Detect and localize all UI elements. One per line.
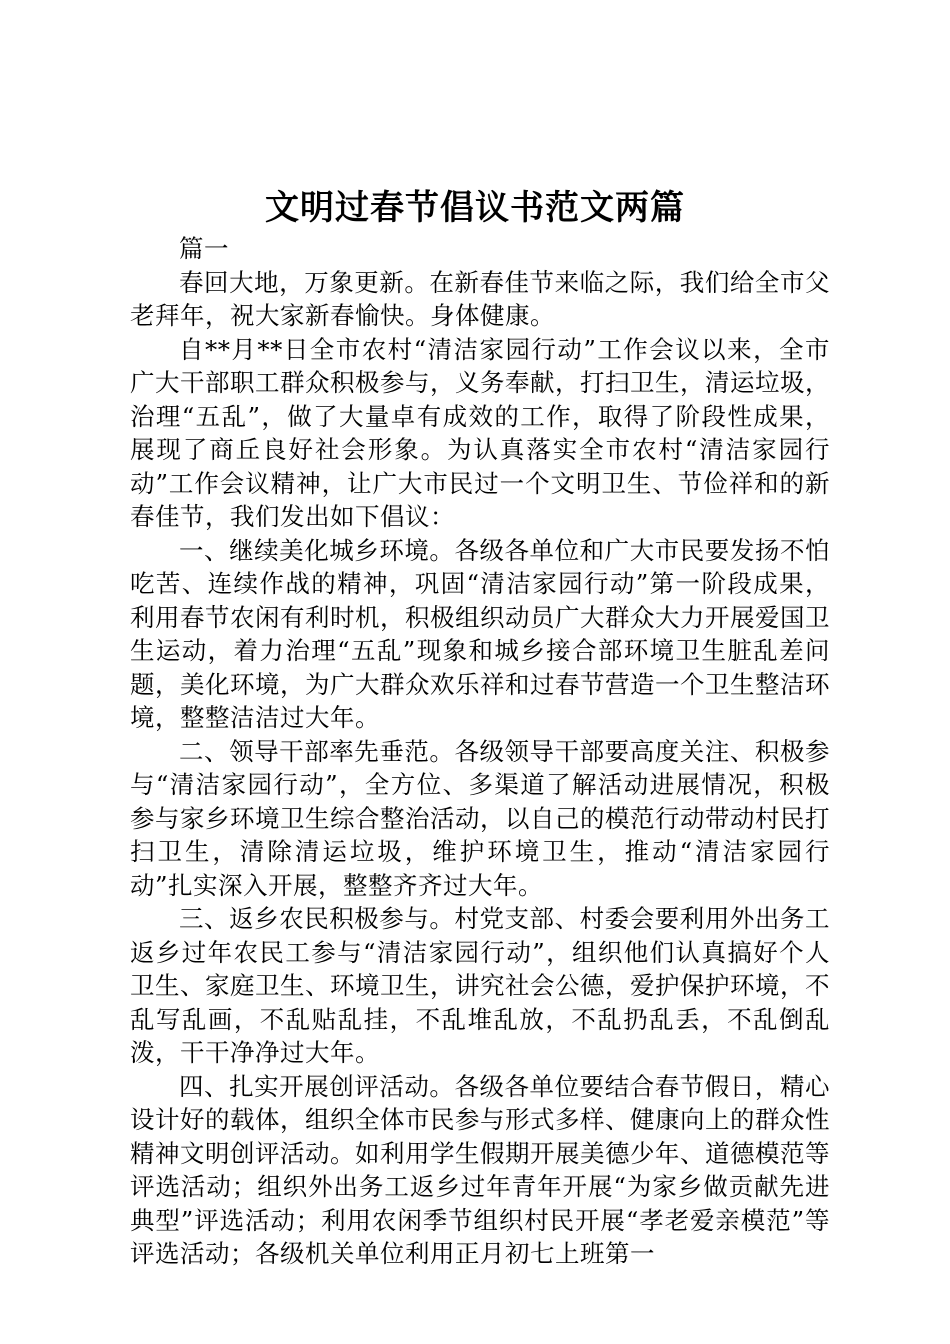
paragraph: 四、扎实开展创评活动。各级各单位要结合春节假日，精心设计好的载体，组织全体市民参与形式多样、健康向上的群众性精神文明创评活动。如利用学生假期开展美德少年、道德模范等评选活动；组织外出务工返乡过年青年开展“为家乡做贡献先进典型”评选活动；利用农闲季节组织村民开展“孝老爱亲模范”等评选活动；各级机关单位利用正月初七上班第一 [130, 1071, 830, 1268]
section-heading: 篇一 [179, 234, 229, 263]
paragraph: 一、继续美化城乡环境。各级各单位和广大市民要发扬不怕吃苦、连续作战的精神，巩固“清洁家园行动”第一阶段成果，利用春节农闲有利时机，积极组织动员广大群众大力开展爱国卫生运动，着力治理“五乱”现象和城乡接合部环境卫生脏乱差问题，美化环境，为广大群众欢乐祥和过春节营造一个卫生整洁环境，整整洁洁过大年。 [130, 535, 830, 732]
document-body [130, 232, 830, 1271]
paragraph: 春回大地，万象更新。在新春佳节来临之际，我们给全市父老拜年，祝大家新春愉快。身体健康。 [130, 267, 830, 330]
paragraph: 自**月**日全市农村“清洁家园行动”工作会议以来，全市广大干部职工群众积极参与，义务奉献，打扫卫生，清运垃圾，治理“五乱”，做了大量卓有成效的工作，取得了阶段性成果，展现了商丘良好社会形象。为认真落实全市农村“清洁家园行动”工作会议精神，让广大市民过一个文明卫生、节俭祥和的新春佳节，我们发出如下倡议： [130, 334, 830, 531]
paragraph: 三、返乡农民积极参与。村党支部、村委会要利用外出务工返乡过年农民工参与“清洁家园行动”，组织他们认真搞好个人卫生、家庭卫生、环境卫生，讲究社会公德，爱护保护环境，不乱写乱画，不乱贴乱挂，不乱堆乱放，不乱扔乱丢，不乱倒乱泼，干干净净过大年。 [130, 904, 830, 1067]
paragraph: 二、领导干部率先垂范。各级领导干部要高度关注、积极参与“清洁家园行动”，全方位、多渠道了解活动进展情况，积极参与家乡环境卫生综合整治活动，以自己的模范行动带动村民打扫卫生，清除清运垃圾，维护环境卫生，推动“清洁家园行动”扎实深入开展，整整齐齐过大年。 [130, 736, 830, 900]
document-title: 文明过春节倡议书范文两篇 [265, 188, 685, 228]
